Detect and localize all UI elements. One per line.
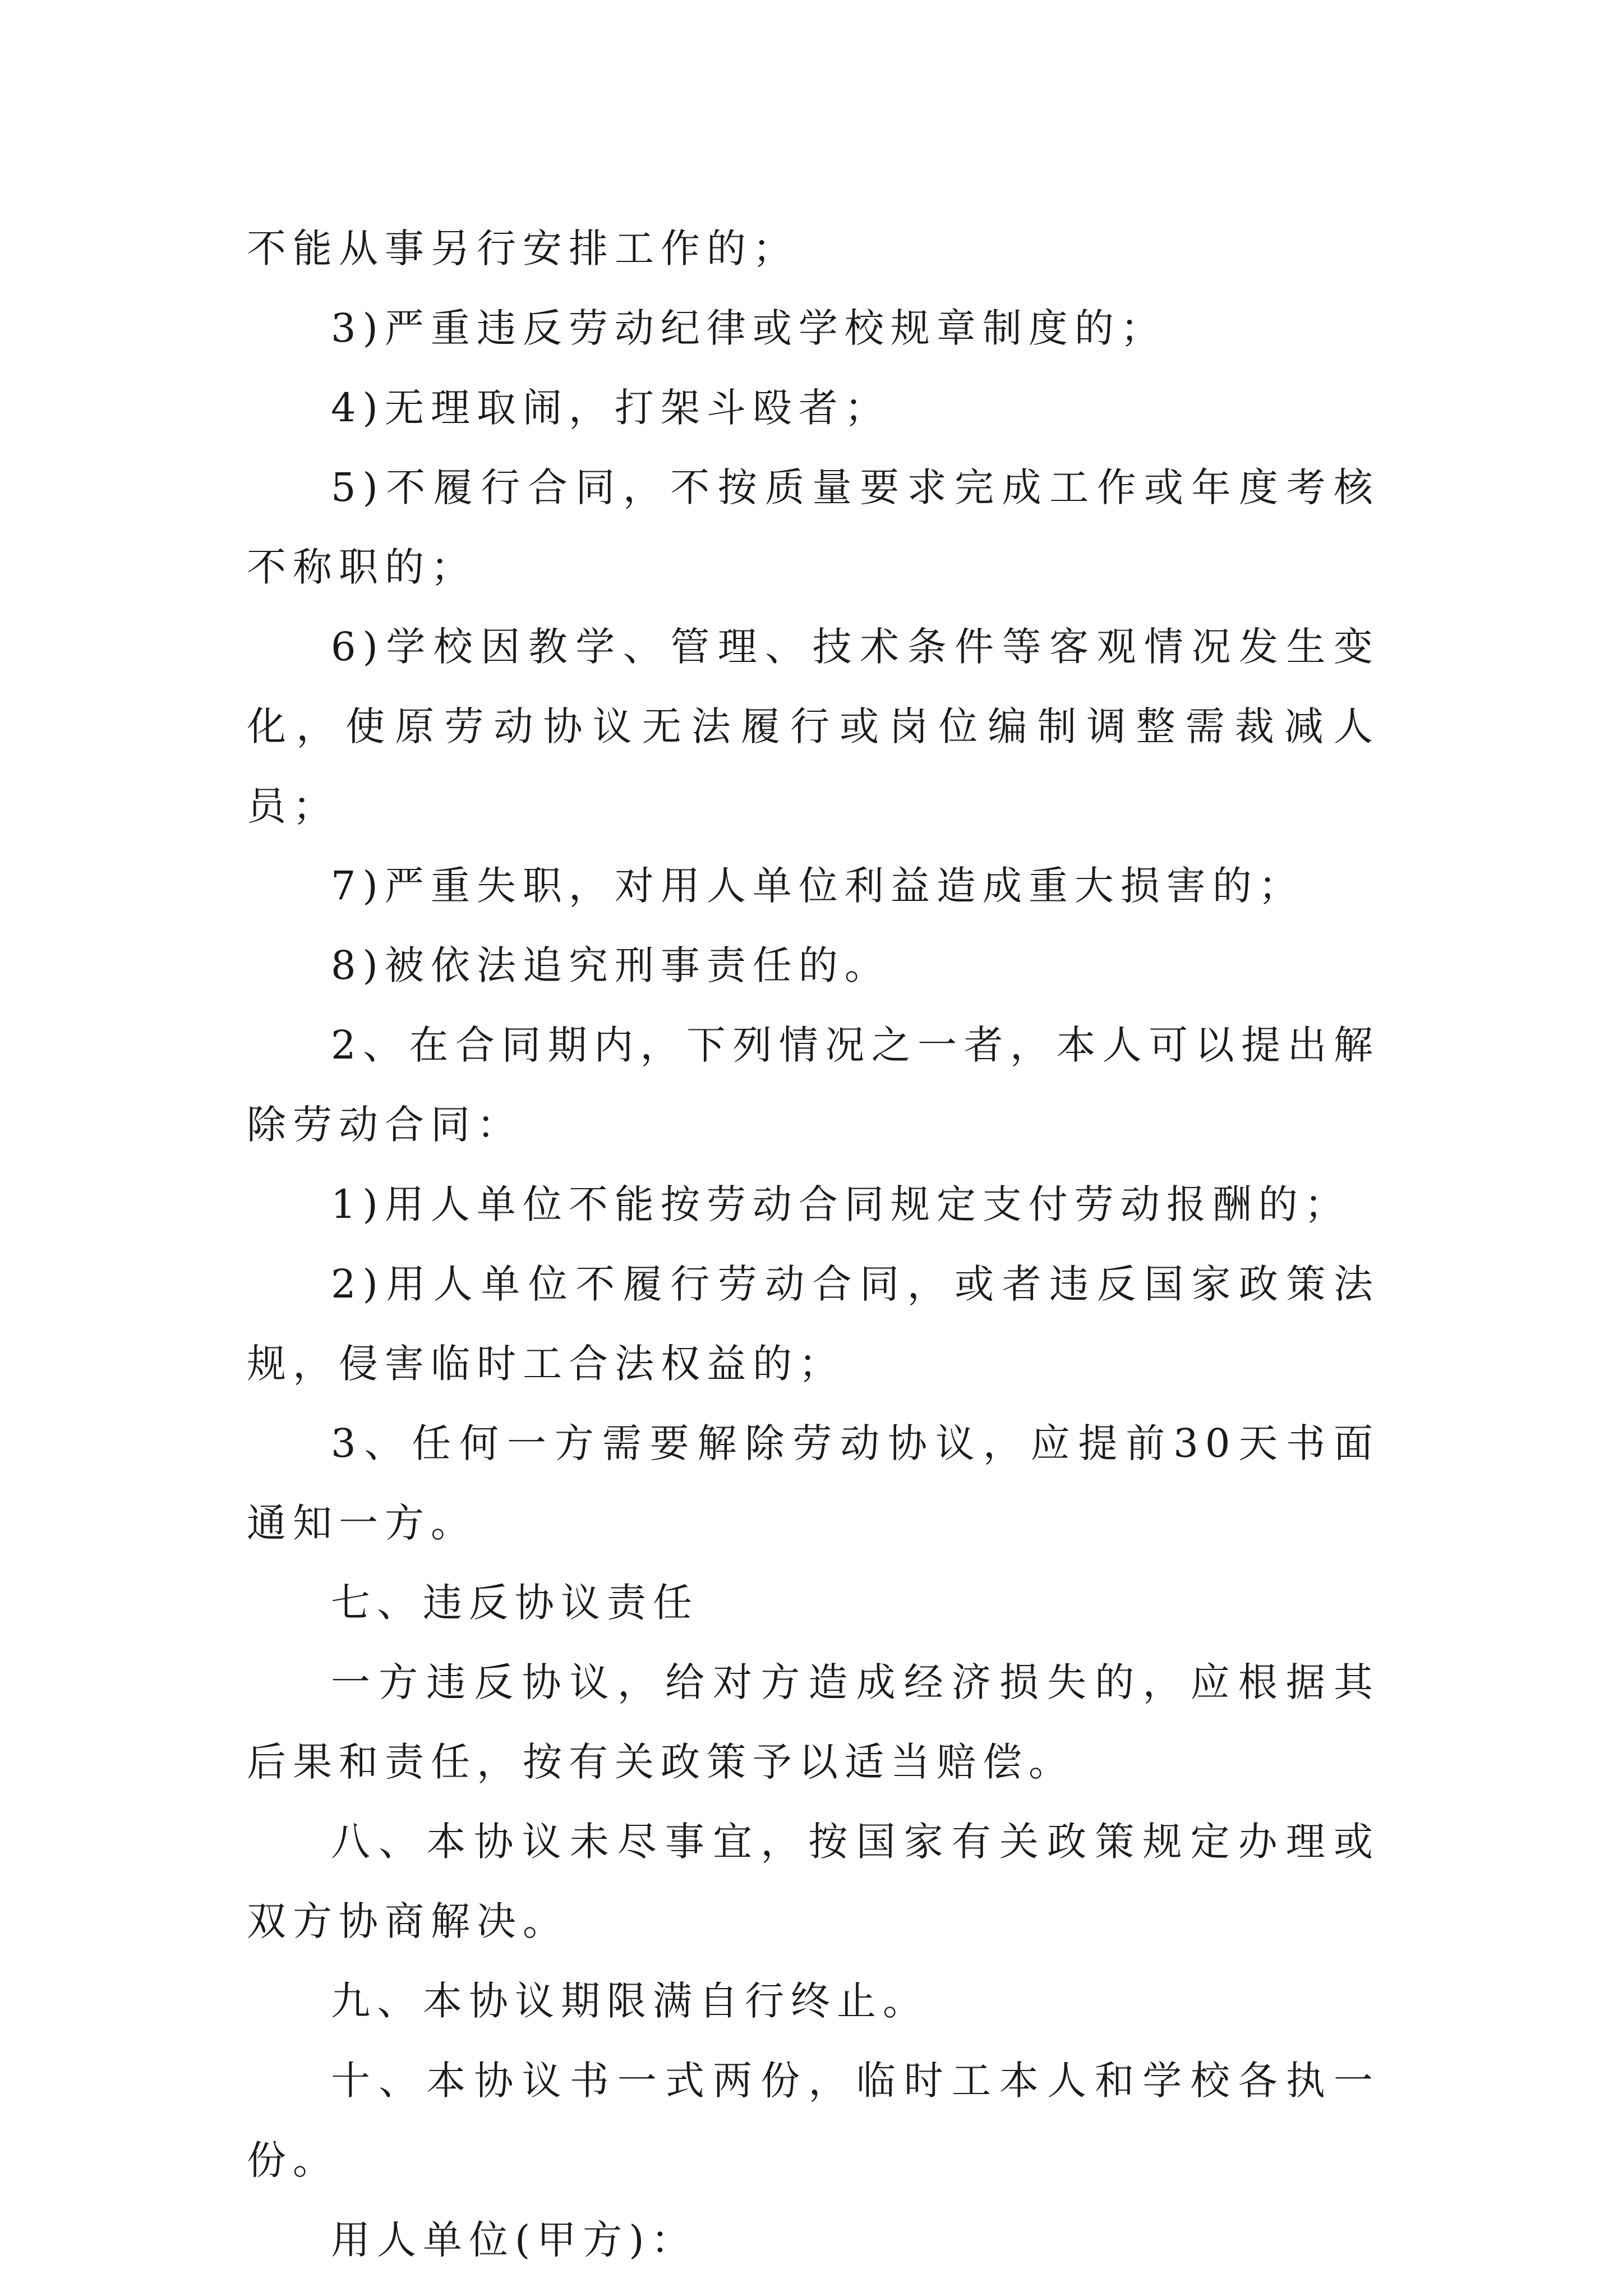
paragraph-item-8: 8)被依法追究刑事责任的。 bbox=[331, 942, 891, 988]
section-10: 十、本协议书一式两份，临时工本人和学校各执一份。 bbox=[247, 2058, 1380, 2183]
section-9: 九、本协议期限满自行终止。 bbox=[331, 1978, 929, 2024]
paragraph-section-7-body: 一方违反协议，给对方造成经济损失的，应根据其后果和责任，按有关政策予以适当赔偿。 bbox=[247, 1659, 1380, 1785]
section-8: 八、本协议未尽事宜，按国家有关政策规定办理或双方协商解决。 bbox=[247, 1819, 1380, 1944]
paragraph-continuation: 不能从事另行安排工作的； bbox=[247, 226, 799, 272]
paragraph-item-3: 3)严重违反劳动纪律或学校规章制度的； bbox=[331, 305, 1166, 351]
paragraph-clause-3: 3、任何一方需要解除劳动协议，应提前30天书面通知一方。 bbox=[247, 1420, 1380, 1546]
paragraph-clause-2: 2、在合同期内，下列情况之一者，本人可以提出解除劳动合同： bbox=[247, 1022, 1380, 1148]
document-body bbox=[247, 209, 1380, 2280]
paragraph-item-4: 4)无理取闹，打架斗殴者； bbox=[331, 385, 891, 431]
section-heading-7: 七、违反协议责任 bbox=[331, 1580, 699, 1626]
paragraph-clause-2-item-2: 2)用人单位不履行劳动合同，或者违反国家政策法规，侵害临时工合法权益的； bbox=[247, 1261, 1380, 1387]
paragraph-item-7: 7)严重失职，对用人单位利益造成重大损害的； bbox=[331, 863, 1304, 909]
paragraph-clause-2-item-1: 1)用人单位不能按劳动合同规定支付劳动报酬的； bbox=[331, 1181, 1350, 1227]
signature-employer-label: 用人单位(甲方)： bbox=[331, 2217, 697, 2263]
paragraph-item-6: 6)学校因教学、管理、技术条件等客观情况发生变化，使原劳动协议无法履行或岗位编制调整需裁减人员； bbox=[247, 624, 1380, 829]
paragraph-item-5: 5)不履行合同，不按质量要求完成工作或年度考核不称职的； bbox=[247, 464, 1380, 590]
